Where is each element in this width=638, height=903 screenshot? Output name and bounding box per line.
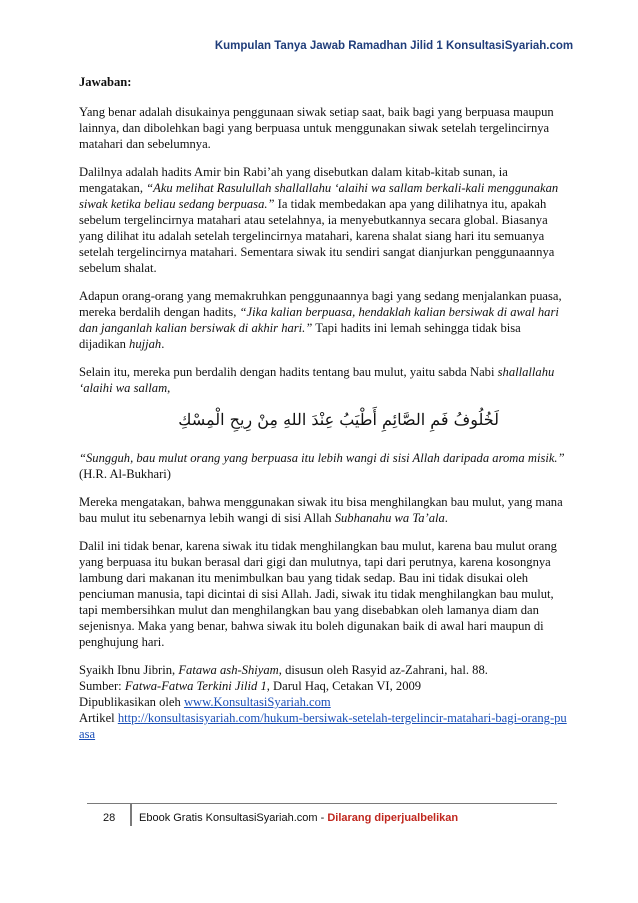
publisher-link[interactable]: www.KonsultasiSyariah.com [183, 695, 331, 709]
source-block: Syaikh Ibnu Jibrin, Fatawa ash-Shiyam, disusun oleh Rasyid az-Zahrani, hal. 88. Sumber: Fatwa-Fatwa Terkini Jilid 1, Darul Haq, Cetakan VI, 2009 Dipublikasikan oleh www.KonsultasiSyariah.com Artikel http://konsultasisyariah.com/hukum-bersiwak-setelah-tergelincir-matahari-bagi-orang-puasa [79, 663, 567, 741]
footer-warning: Dilarang diperjualbelikan [327, 812, 459, 824]
answer-heading: Jawaban: [79, 75, 132, 89]
paragraph-5: “Sungguh, bau mulut orang yang berpuasa itu lebih wangi di sisi Allah daripada aroma misik.” (H.R. Al-Bukhari) [79, 451, 565, 481]
hadith-translation: “Sungguh, bau mulut orang yang berpuasa itu lebih wangi di sisi Allah daripada aroma misik.” [79, 451, 565, 465]
hadith-quote: “Jika kalian berpuasa, hendaklah kalian bersiwak di awal hari dan janganlah kalian bersiwak di akhir hari.” [79, 305, 559, 335]
article-link[interactable]: http://konsultasisyariah.com/hukum-bersiwak-setelah-tergelincir-matahari-bagi-orang-puasa [79, 711, 567, 741]
page-number: 28 [103, 812, 116, 824]
header-title: Kumpulan Tanya Jawab Ramadhan Jilid 1 KonsultasiSyariah.com [214, 40, 574, 52]
footer-text: Ebook Gratis KonsultasiSyariah.com - Dilarang diperjualbelikan [139, 812, 459, 824]
arabic-hadith: لَخُلُوفُ فَمِ الصَّائِمِ أَطْيَبُ عِنْدَ اللهِ مِنْ رِيحِ الْمِسْكِ [178, 410, 499, 429]
paragraph-3: Adapun orang-orang yang memakruhkan penggunaannya bagi yang sedang menjalankan puasa, mereka berdalih dengan hadits, “Jika kalian berpuasa, hendaklah kalian bersiwak di awal hari dan janganlah kalian bersiwak di akhir hari.” Tapi hadits ini lemah sehingga tidak bisa dijadikan hujjah. [79, 289, 562, 351]
page-footer [87, 803, 557, 828]
page-header [0, 40, 638, 52]
paragraph-7: Dalil ini tidak benar, karena siwak itu tidak menghilangkan bau mulut, karena bau mulut orang yang berpuasa itu bukan berasal dari gigi dan mulutnya, tapi dari perutnya, karena kosongnya lambung dari makanan itu menimbulkan bau yang tidak sedap. Bau ini tidak disukai oleh penciuman manusia, tapi dicintai di sisi Allah. Jadi, siwak itu tidak menghilangkan bau mulut, tapi membersihkan mulut dan menghilangkan bau yang disebabkan oleh lamanya diam dan sejenisnya. Maka yang benar, bahwa siwak itu boleh digunakan baik di awal hari maupun di penghujung hari. [79, 539, 557, 649]
paragraph-2: Dalilnya adalah hadits Amir bin Rabi’ah yang disebutkan dalam kitab-kitab sunan, ia mengatakan, “Aku melihat Rasulullah shallallahu ‘alaihi wa sallam berkali-kali menggunakan siwak ketika beliau sedang berpuasa.” Ia tidak membedakan apa yang dilihatnya itu, apakah sebelum tergelincirnya matahari atau setelahnya, ia menyebutkannya secara global. Biasanya yang dilihat itu adalah setelah tergelincirnya matahari, karena shalat siang hari itu semuanya setelah tergelincirnya matahari. Sementara siwak itu sendiri sangat dianjurkan penggunaannya sebelum shalat. [79, 165, 559, 275]
paragraph-4: Selain itu, mereka pun berdalih dengan hadits tentang bau mulut, yaitu sabda Nabi shallallahu ‘alaihi wa sallam, [79, 365, 555, 395]
paragraph-6: Mereka mengatakan, bahwa menggunakan siwak itu bisa menghilangkan bau mulut, yang mana bau mulut itu sebenarnya lebih wangi di sisi Allah Subhanahu wa Ta’ala. [79, 495, 563, 525]
hadith-quote: “Aku melihat Rasulullah shallallahu ‘alaihi wa sallam berkali-kali menggunakan siwak ketika beliau sedang berpuasa.” [79, 181, 559, 211]
paragraph-1: Yang benar adalah disukainya penggunaan siwak setiap saat, baik bagi yang berpuasa maupun lainnya, dan dibolehkan bagi yang berpuasa untuk menggunakan siwak setelah tergelincirnya matahari dan sebelumnya. [79, 105, 554, 151]
footer-divider [130, 804, 132, 826]
document-body [79, 74, 569, 742]
